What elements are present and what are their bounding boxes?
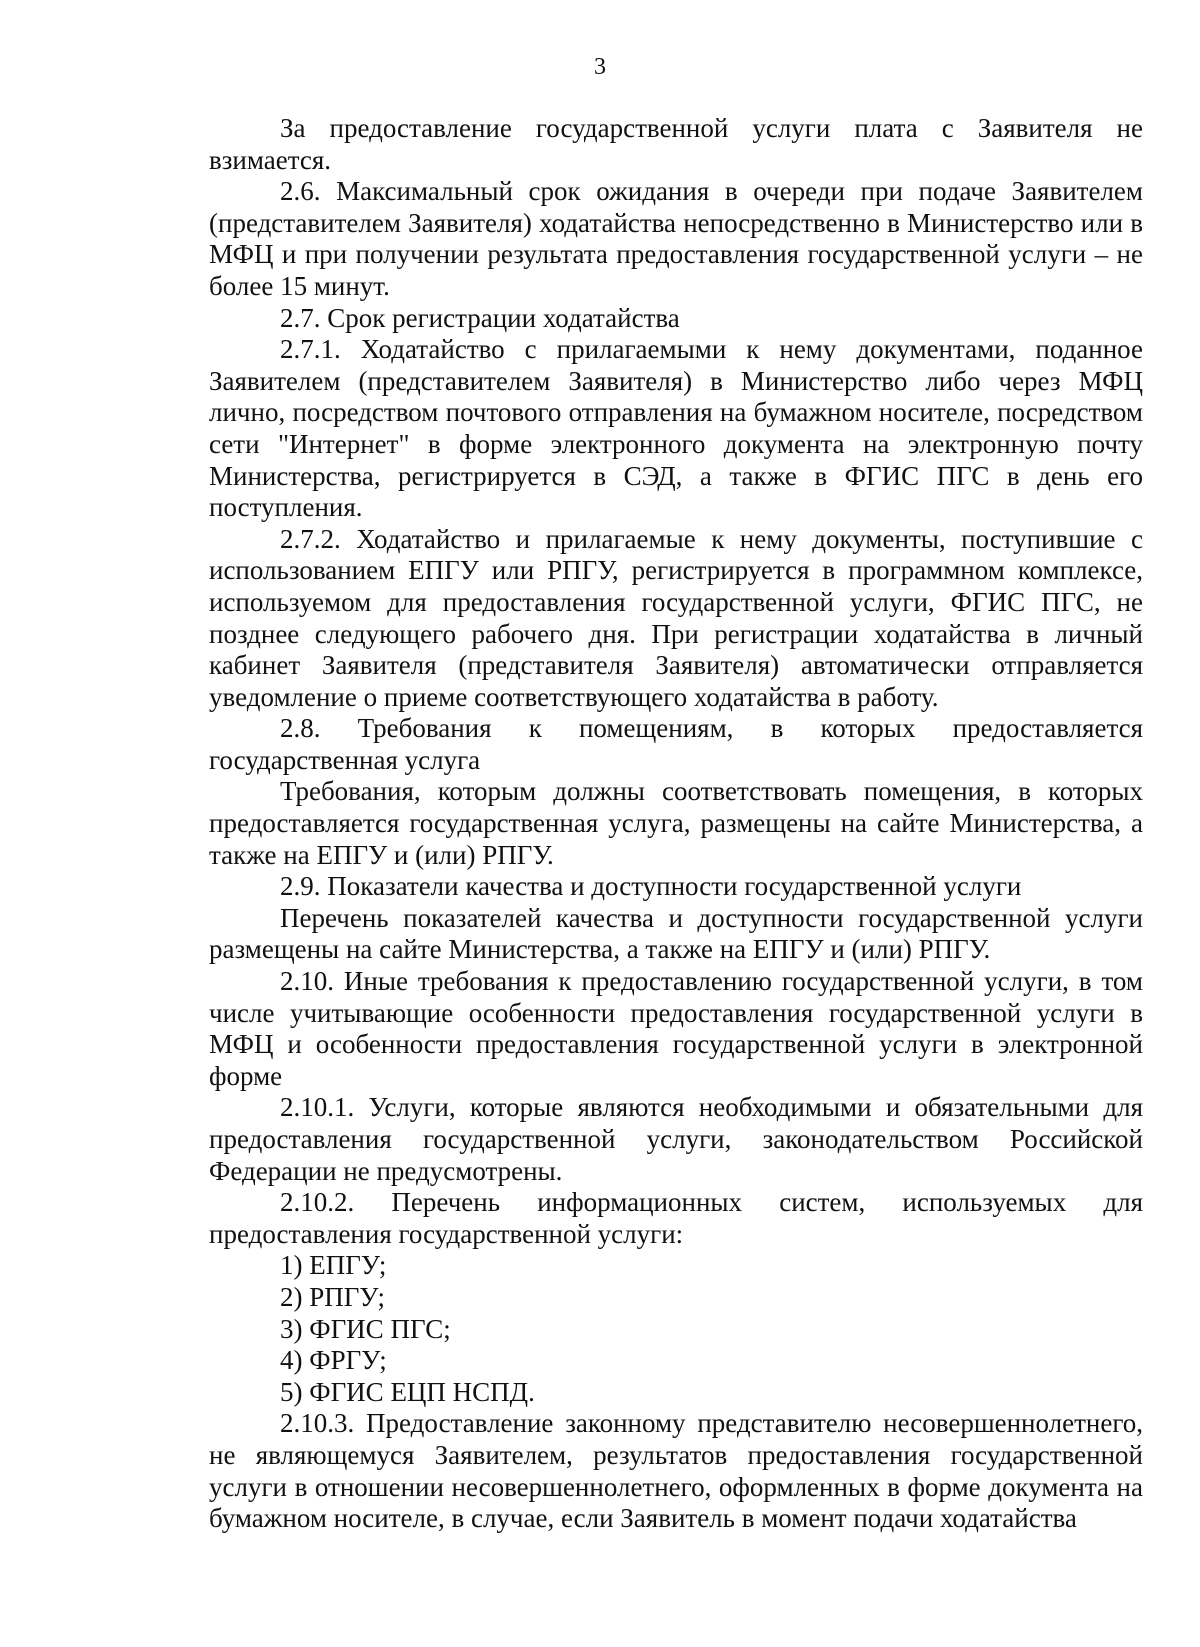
heading-2-8: 2.8. Требования к помещениям, в которых предоставляется государственная услуга: [209, 713, 1143, 775]
list-item: 1) ЕПГУ;: [280, 1250, 387, 1281]
list-item: 4) ФРГУ;: [280, 1345, 387, 1376]
page-number: 3: [594, 54, 606, 80]
paragraph-2-8-requirements: Требования, которым должны соответствовать помещения, в которых предоставляется государственная услуга, размещены на сайте Министерства, а также на ЕПГУ и (или) РПГУ.: [209, 776, 1143, 870]
heading-2-10: 2.10. Иные требования к предоставлению государственной услуги, в том числе учитывающие особенности предоставления государственной услуги в МФЦ и особенности предоставления государственной услуги в электронной форме: [209, 966, 1143, 1091]
heading-2-7: 2.7. Срок регистрации ходатайства: [280, 302, 680, 333]
paragraph-fee: За предоставление государственной услуги плата с Заявителя не взимается.: [209, 113, 1143, 175]
list-item: 3) ФГИС ПГС;: [280, 1313, 451, 1344]
paragraph-2-9-indicators: Перечень показателей качества и доступности государственной услуги размещены на сайте Министерства, а также на ЕПГУ и (или) РПГУ.: [209, 902, 1143, 965]
document-body: [209, 113, 1143, 1535]
paragraph-2-10-2: 2.10.2. Перечень информационных систем, используемых для предоставления государственной услуги:: [209, 1187, 1143, 1249]
paragraph-2-10-3: 2.10.3. Предоставление законному представителю несовершеннолетнего, не являющемуся Заявителем, результатов предоставления государственной услуги в отношении несовершеннолетнего, оформленных в форме документа на бумажном носителе, в случае, если Заявитель в момент подачи ходатайства: [209, 1408, 1143, 1534]
list-item: 2) РПГУ;: [280, 1281, 385, 1312]
list-item: 5) ФГИС ЕЦП НСПД.: [280, 1376, 535, 1407]
paragraph-2-7-1: 2.7.1. Ходатайство с прилагаемыми к нему документами, поданное Заявителем (представителем Заявителя) в Министерство либо через МФЦ лично, посредством почтового отправления на бумажном носителе, посредством сети "Интернет" в форме электронного документа на электронную почту Министерства, регистрируется в СЭД, а также в ФГИС ПГС в день его поступления.: [209, 334, 1143, 523]
paragraph-2-6: 2.6. Максимальный срок ожидания в очереди при подаче Заявителем (представителем Заявителя) ходатайства непосредственно в Министерство или в МФЦ и при получении результата предоставления государственной услуги – не более 15 минут.: [209, 176, 1143, 301]
paragraph-2-7-2: 2.7.2. Ходатайство и прилагаемые к нему документы, поступившие с использованием ЕПГУ или РПГУ, регистрируется в программном комплексе, используемом для предоставления государственной услуги, ФГИС ПГС, не позднее следующего рабочего дня. При регистрации ходатайства в личный кабинет Заявителя (представителя Заявителя) автоматически отправляется уведомление о приеме соответствующего ходатайства в работу.: [209, 523, 1143, 712]
heading-2-9: 2.9. Показатели качества и доступности государственной услуги: [280, 871, 1022, 902]
paragraph-2-10-1: 2.10.1. Услуги, которые являются необходимыми и обязательными для предоставления государственной услуги, законодательством Российской Федерации не предусмотрены.: [209, 1092, 1143, 1186]
